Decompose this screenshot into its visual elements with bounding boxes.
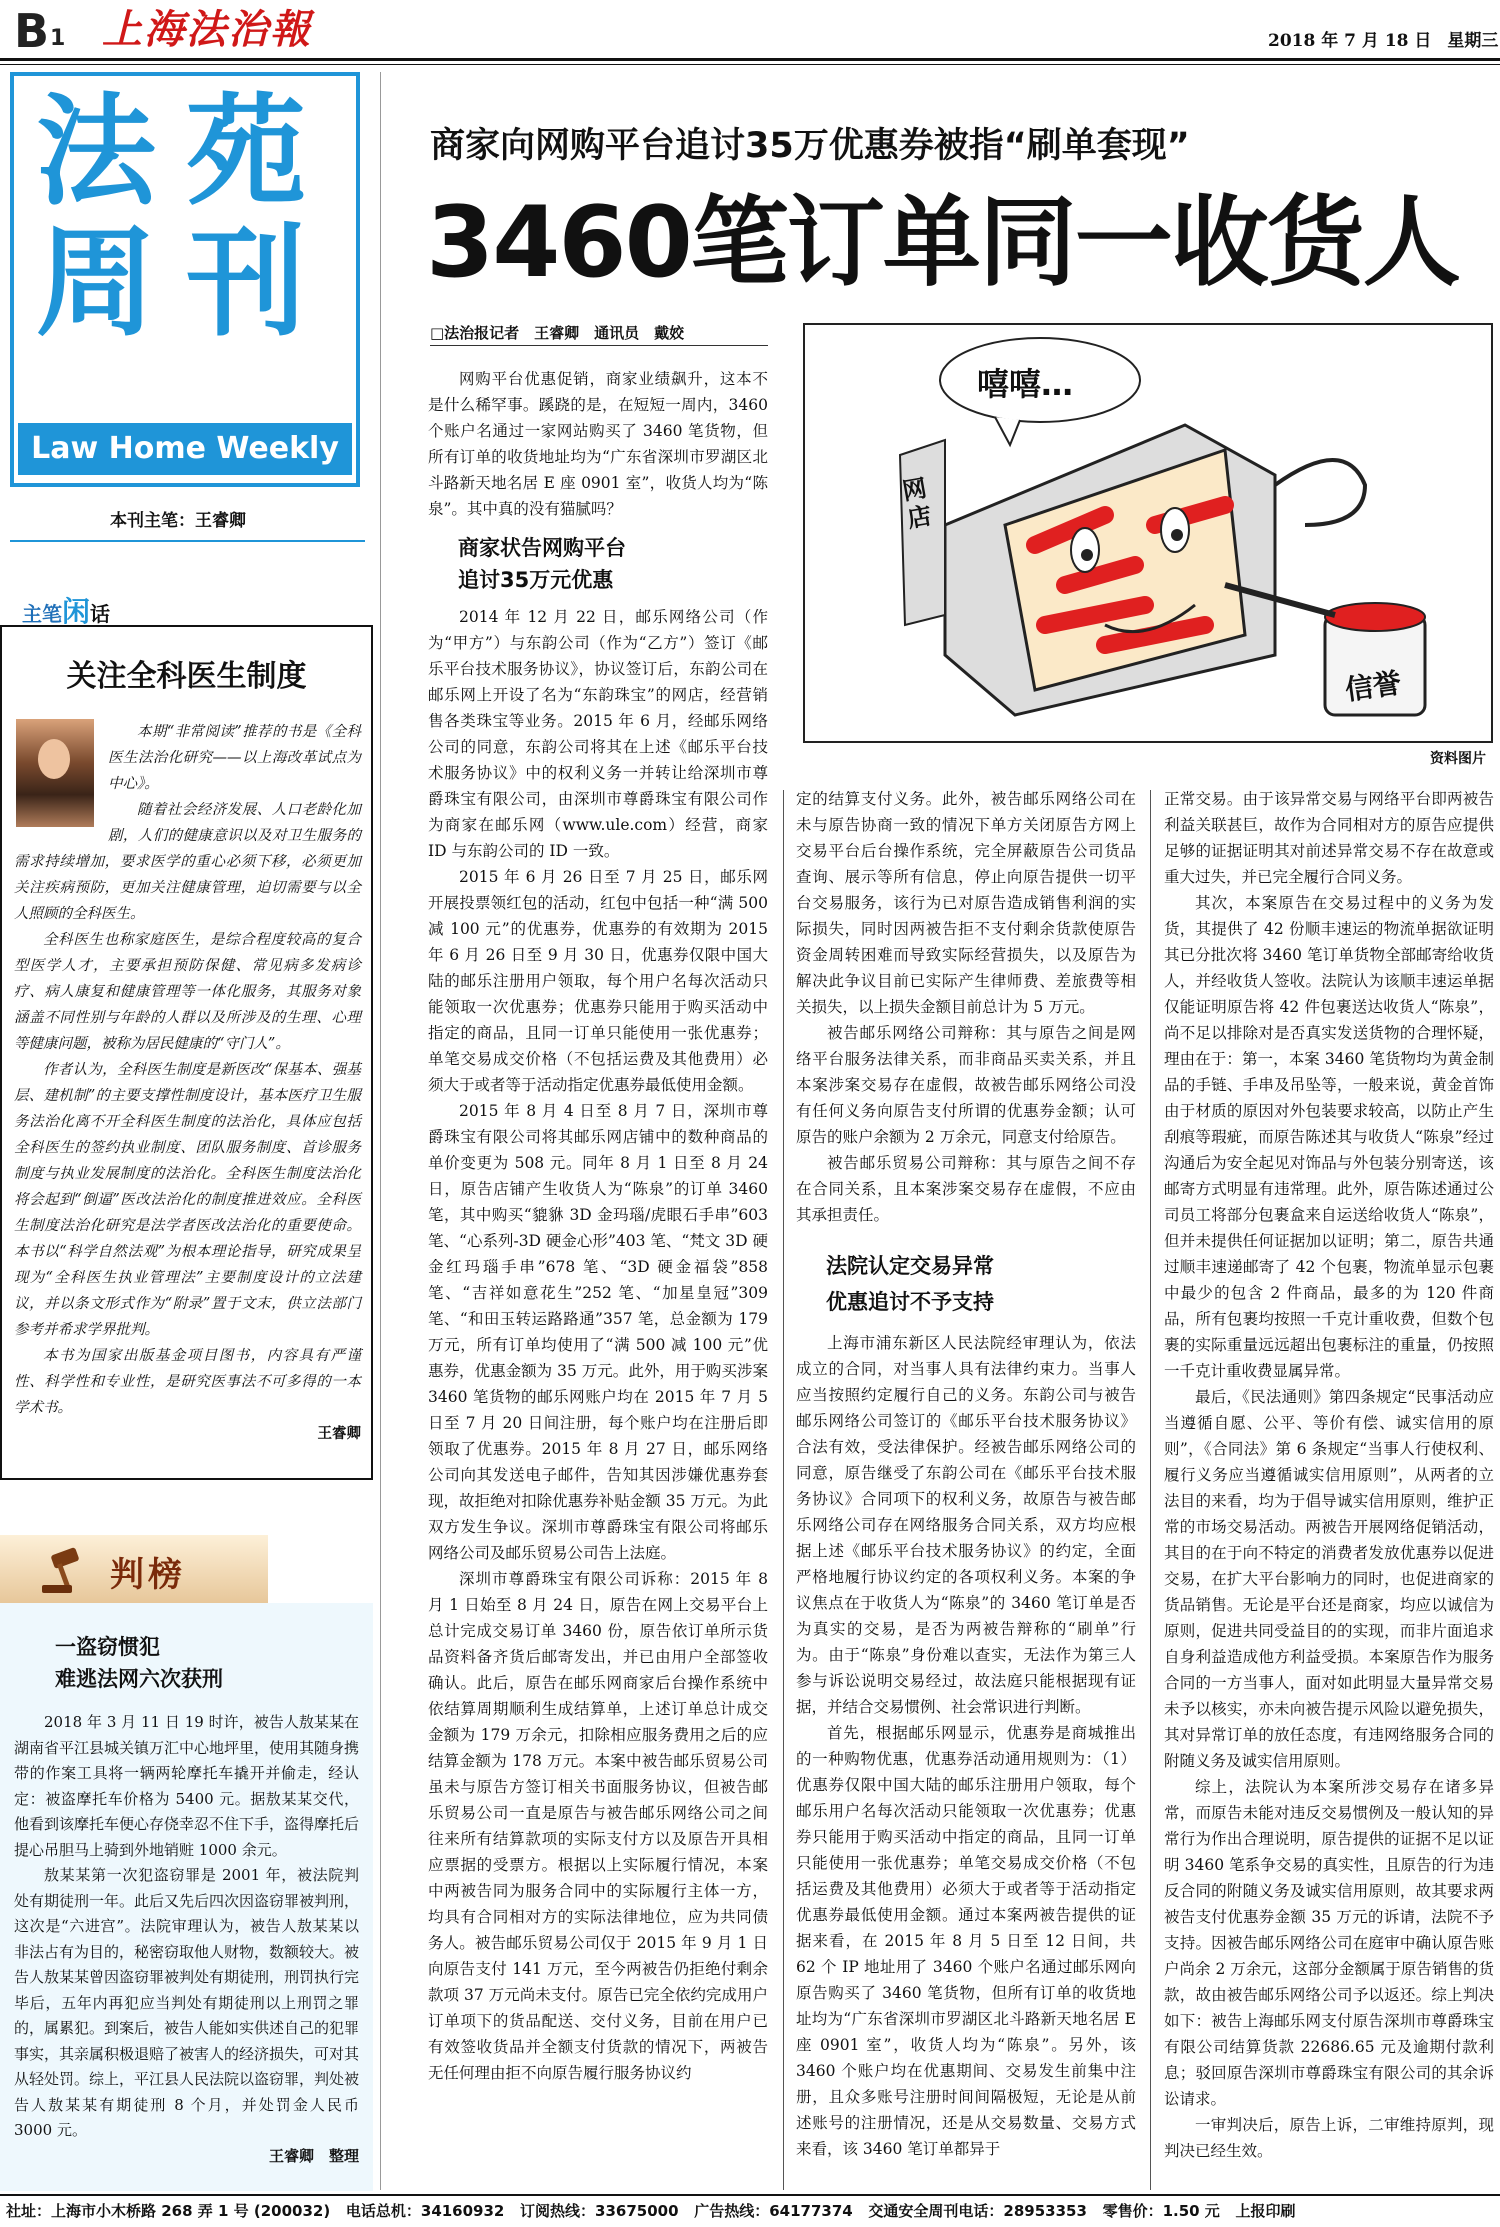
footer-ads: 广告热线：64177374 [694, 2202, 853, 2220]
footer-printer: 上报印刷 [1235, 2202, 1296, 2220]
verdict-label: 判榜 [110, 1555, 186, 1595]
footer-phone: 电话总机：34160932 [345, 2202, 505, 2220]
article-column-1 [428, 366, 768, 2086]
subhead-2-line1: 法院认定交易异常 [826, 1254, 994, 1278]
article-kicker: 商家向网购平台追讨35万优惠券被指“刷单套现” [430, 126, 1190, 166]
footer-subscribe: 订阅热线：33675000 [520, 2202, 679, 2220]
masthead-rule [0, 58, 1500, 61]
article-paragraph: 定的结算支付义务。此外，被告邮乐网络公司在未与原告协商一致的情况下单方关闭原告方网上交易平台后台操作系统，完全屏蔽原告公司货品查询、展示等所有信息，停止向原告提供一切平台交易服务，该行为已对原告造成销售利润的实际损失，同时因两被告拒不支付剩余货款使原告资金周转困难而导致实际经营损失，以及原告为解决此争议目前已实际产生律师费、差旅费等相关损失，以上损失金额目前总计为 5 万元。 [796, 790, 1136, 1016]
verdict-banner [0, 1535, 268, 1603]
section-editor: 本刊主笔：王睿卿 [110, 511, 246, 531]
column-paragraph: 作者认为，全科医生制度是新医改“保基本、强基层、建机制”的主要支撑性制度设计，基本医疗卫生服务法治化离不开全科医生制度的法治化，具体应包括全科医生的签约执业制度、团队服务制度、首诊服务制度与执业发展制度的法治化。全科医生制度法治化将会起到“倒逼”医改法治化的制度推进效应。全科医生制度法治化研究是法学者医改法治化的重要使命。本书以“科学自然法观”为根本理论指导，研究成果呈现为“全科医生执业管理法”主要制度设计的立法建议，并以条文形式作为“附录”置于文末，供立法部门参考并希求学界批判。 [14, 1062, 361, 1338]
column-title: 关注全科医生制度 [66, 659, 307, 694]
article-paragraph: 上海市浦东新区人民法院经审理认为，依法成立的合同，对当事人具有法律约束力。当事人应当按照约定履行自己的义务。东韵公司与被告邮乐网络公司签订的《邮乐平台技术服务协议》合法有效，受法律保护。经被告邮乐网络公司的同意，原告继受了东韵公司在《邮乐平台技术服务协议》合同项下的权利义务，故原告与被告邮乐网络公司存在网络服务合同关系，双方均应根据上述《邮乐平台技术服务协议》的约定，全面严格地履行协议约定的各项权利义务。本案的争议焦点在于收货人为“陈泉”的 3460 笔订单是否为真实的交易，是否为两被告辩称的“刷单”行为。由于“陈泉”身份难以查实，无法作为第三人参与诉讼说明交易经过，故法庭只能根据现有证据，并结合交易惯例、社会常识进行判断。 [796, 1334, 1136, 1716]
cartoon-sign-credit: 信誉 [1343, 666, 1404, 707]
section-title-line1: 法苑 [36, 83, 336, 222]
column-label [22, 590, 110, 630]
cartoon-sign-shop: 网店 [900, 473, 934, 534]
byline: □法治报记者 王睿卿 通讯员 戴姣 [430, 324, 685, 342]
editor-rule [10, 540, 365, 542]
column-label-post: 话 [90, 602, 111, 626]
paper-logo: 上海法治報 [102, 6, 312, 53]
column-label-mid: 闲 [62, 595, 91, 628]
verdict-headline-2: 难逃法网六次获刑 [55, 1667, 223, 1691]
article-paragraph: 2014 年 12 月 22 日，邮乐网络公司（作为“甲方”）与东韵公司（作为“乙方”）签订《邮乐平台技术服务协议》，协议签订后，东韵公司在邮乐网上开设了名为“东韵珠宝”的网店，经营销售各类珠宝等业务。2015 年 6 月，经邮乐网络公司的同意，东韵公司将其在上述《邮乐平台技术服务协议》中的权利义务一并转让给深圳市尊爵珠宝有限公司，由深圳市尊爵珠宝有限公司作为商家在邮乐网（www.ule.com）经营，商家 ID 与东韵公司的 ID 一致。 [428, 608, 768, 860]
article-paragraph: 最后，《民法通则》第四条规定“民事活动应当遵循自愿、公平、等价有偿、诚实信用的原则”，《合同法》第 6 条规定“当事人行使权利、履行义务应当遵循诚实信用原则”，从两者的立法目的来看，均为于倡导诚实信用原则，维护正常的市场交易活动。两被告开展网络促销活动，其目的在于向不特定的消费者发放优惠券以促进交易，在扩大平台影响力的同时，也促进商家的货品销售。无论是平台还是商家，均应以诚信为原则，促进共同受益目的的实现，而非片面追求自身利益造成他方利益受损。本案原告作为服务合同的一方当事人，面对如此明显大量异常交易未予以核实，亦未向被告提示风险以避免损失，其对异常订单的放任态度，有违网络服务合同的附随义务及诚实信用原则。 [1164, 1388, 1494, 1770]
cartoon-image [803, 323, 1493, 743]
masthead-rule-thin [0, 64, 1500, 65]
photo-float [14, 719, 108, 831]
article-paragraph: 首先，根据邮乐网显示，优惠券是商城推出的一种购物优惠，优惠券活动通用规则为：（1）优惠券仅限中国大陆的邮乐注册用户领取，每个邮乐用户名每次活动只能领取一次优惠券；优惠券只能用于购买活动中指定的商品，且同一订单只能使用一张优惠券；单笔交易成交价格（不包括运费及其他费用）必须大于或者等于活动指定优惠券最低使用金额。通过本案两被告提供的证据来看，在 2015 年 8 月 5 日至 12 日间，共 62 个 IP 地址用了 3460 个账户名通过邮乐网向原告购买了 3460 笔货物，但所有订单的收货地址均为“广东省深圳市罗湖区北斗路新天地名居 E 座 0901 室”，收货人均为“陈泉”。另外，该 3460 个账户均在优惠期间、交易发生前集中注册，且众多账号注册时间间隔极短，无论是从前述账号的注册情况，还是从交易数量、交易方式来看，该 3460 笔订单都异于 [796, 1724, 1136, 2158]
subhead-1-line2: 追讨35万元优惠 [458, 568, 614, 592]
section-nameplate [10, 72, 360, 487]
left-divider [380, 72, 381, 2190]
footer-price: 零售价：1.50 元 [1102, 2202, 1220, 2220]
article-paragraph: 深圳市尊爵珠宝有限公司诉称：2015 年 8 月 1 日始至 8 月 24 日，原告在网上交易平台上总计完成交易订单 3460 份，原告依订单所示货品资料备齐货后邮寄发出，并已由用户全部签收确认。此后，原告在邮乐网商家后台操作系统中依结算周期顺利生成结算单，上述订单总计成交金额为 179 万余元，扣除相应服务费用之后的应结算金额为 178 万元。本案中被告邮乐贸易公司虽未与原告方签订相关书面服务协议，但被告邮乐贸易公司一直是原告与被告邮乐网络公司之间往来所有结算款项的实际支付方以及原告开具相应票据的受票方。根据以上实际履行情况，本案中两被告同为服务合同中的实际履行主体一方，均具有合同相对方的实际法律地位，应为共同债务人。被告邮乐贸易公司仅于 2015 年 9 月 1 日向原告支付 141 万元，至今两被告仍拒绝付剩余款项 37 万元尚未支付。原告已完全依约完成用户订单项下的货品配送、交付义务，目前在用户已有效签收货品并全额支付货款的情况下，两被告无任何理由拒不向原告履行服务协议约 [428, 1570, 768, 2082]
footer-traffic: 交通安全周刊电话：28953353 [868, 2202, 1087, 2220]
article-paragraph: 综上，法院认为本案所涉交易存在诸多异常，而原告未能对违反交易惯例及一般认知的异常行为作出合理说明，原告提供的证据不足以证明 3460 笔系争交易的真实性，且原告的行为违反合同的附随义务及诚实信用原则，故其要求两被告支付优惠券金额 35 万元的诉请，法院不予支持。因被告邮乐网络公司在庭审中确认原告账户尚余 2 万余元，这部分金额属于原告销售的货款，故由被告邮乐网络公司予以返还。综上判决如下：被告上海邮乐网支付原告深圳市尊爵珠宝有限公司结算货款 22686.65 元及逾期付款利息；驳回原告深圳市尊爵珠宝有限公司的其余诉讼请求。 [1164, 1778, 1494, 2108]
article-paragraph: 正常交易。由于该异常交易与网络平台即两被告利益关联甚巨，故作为合同相对方的原告应提供足够的证据证明其对前述异常交易不存在故意或重大过失，并已完全履行合同义务。 [1164, 790, 1494, 886]
article-paragraph: 被告邮乐贸易公司辩称：其与原告之间不存在合同关系，且本案涉案交易存在虚假，不应由其承担责任。 [796, 1154, 1136, 1224]
footer-address: 社址：上海市小木桥路 268 弄 1 号 (200032) [6, 2202, 331, 2220]
footer [0, 2194, 1500, 2227]
article-paragraph: 被告邮乐网络公司辩称：其与原告之间是网络平台服务法律关系，而非商品买卖关系，并且本案涉案交易存在虚假，故被告邮乐网络公司没有任何义务向原告支付所谓的优惠券金额；认可原告的账户余额为 2 万余元，同意支付给原告。 [796, 1024, 1136, 1146]
column-label-pre: 主笔 [22, 602, 62, 626]
page-number: 1 [50, 26, 66, 51]
lead-paragraph: 网购平台优惠促销，商家业绩飙升，这本不是什么稀罕事。蹊跷的是，在短短一周内，3460 个账户名通过一家网站购买了 3460 笔货物，但所有订单的收货地址均为“广东省深圳市罗湖区北斗路新天地名居 E 座 0901 室”，收货人均为“陈泉”。其中真的没有猫腻吗？ [428, 370, 768, 518]
column-panel [0, 625, 373, 1480]
image-caption: 资料图片 [1430, 751, 1486, 767]
article-column-2 [796, 786, 1136, 2162]
column-paragraph: 全科医生也称家庭医生，是综合程度较高的复合型医学人才，主要承担预防保健、常见病多发病诊疗、病人康复和健康管理等一体化服务，其服务对象涵盖不同性别与年龄的人群以及所涉及的生理、心理等健康问题，被称为居民健康的“守门人”。 [14, 932, 361, 1052]
date: 2018 年 7 月 18 日 [1268, 31, 1432, 51]
verdict-paragraph: 2018 年 3 月 11 日 19 时许，被告人敖某某在湖南省平江县城关镇万汇中心地坪里，使用其随身携带的作案工具将一辆两轮摩托车撬开并偷走，经认定：被盗摩托车价格为 5400 元。据敖某某交代，他看到该摩托车便心存侥幸忍不住下手，盗得摩托后提心吊胆马上骑到外地销赃 1000 余元。 [14, 1713, 360, 1859]
section-title-line2: 周刊 [36, 214, 336, 353]
column-body [14, 719, 361, 1447]
column-signature: 王睿卿 [317, 1425, 361, 1442]
article-paragraph: 2015 年 6 月 26 日至 7 月 25 日，邮乐网开展投票领红包的活动，红包中包括一种“满 500 减 100 元”的优惠券，优惠券的有效期为 2015 年 6 月 26 日至 9 月 30 日，优惠券仅限中国大陆的邮乐注册用户领取，每个用户名每次活动只能领取一次优惠券；优惠券只能用于购买活动中指定的商品，且同一订单只能使用一张优惠券；单笔交易成交价格（不包括运费及其他费用）必须大于或者等于活动指定优惠券最低使用金额。 [428, 868, 768, 1094]
article-paragraph: 一审判决后，原告上诉，二审维持原判，现判决已经生效。 [1164, 2116, 1494, 2160]
gavel-icon [40, 1545, 100, 1595]
column-paragraph: 随着社会经济发展、人口老龄化加剧，人们的健康意识以及对卫生服务的需求持续增加，要求医学的重心必须下移，必须更加关注疾病预防，更加关注健康管理，迫切需要与以全人照顾的全科医生。 [14, 802, 361, 922]
column-paragraph: 本书为国家出版基金项目图书，内容具有严谨性、科学性和专业性，是研究医事法不可多得的一本学术书。 [14, 1348, 361, 1416]
cartoon-speech: 嘻嘻… [977, 365, 1074, 403]
page-letter: B [14, 4, 50, 58]
verdict-paragraph: 敖某某第一次犯盗窃罪是 2001 年，被法院判处有期徒刑一年。此后又先后四次因盗窃罪被判刑，这次是“六进宫”。法院审理认为，被告人敖某某以非法占有为目的，秘密窃取他人财物，数额较大。被告人敖某某曾因盗窃罪被判处有期徒刑，刑罚执行完毕后，五年内再犯应当判处有期徒刑以上刑罚之罪的，属累犯。到案后，被告人能如实供述自己的犯罪事实，其亲属积极退赔了被害人的经济损失，可对其从轻处罚。综上，平江县人民法院以盗窃罪，判处被告人敖某某有期徒刑 8 个月，并处罚金人民币 3000 元。 [14, 1866, 360, 2139]
article-column-3 [1164, 786, 1494, 2164]
issue-date [1268, 26, 1498, 51]
byline-rule [430, 345, 768, 346]
column-rule-2 [1150, 790, 1151, 2190]
column-paragraph: 本期“非常阅读”推荐的书是《全科医生法治化研究——以上海改革试点为中心》。 [108, 724, 361, 792]
verdict-headline-1: 一盗窃惯犯 [55, 1635, 160, 1659]
verdict-signature: 王睿卿 整理 [268, 2146, 359, 2165]
verdict-body [14, 1710, 359, 2169]
weekday: 星期三 [1447, 31, 1499, 51]
subhead-1-line1: 商家状告网购平台 [458, 536, 626, 560]
verdict-box [0, 1603, 373, 2191]
section-title-en: Law Home Weekly [18, 423, 352, 475]
article-headline: 3460笔订单同一收货人 [426, 186, 1459, 300]
subhead-2-line2: 优惠追讨不予支持 [826, 1290, 994, 1314]
article-paragraph: 其次，本案原告在交易过程中的义务为发货，其提供了 42 份顺丰速运的物流单据欲证明其已分批次将 3460 笔订单货物全部邮寄给收货人，并经收货人签收。法院认为该顺丰速运单据仅能证明原告将 42 件包裹送达收货人“陈泉”，尚不足以排除对是否真实发送货物的合理怀疑，理由在于：第一，本案 3460 笔货物均为黄金制品的手链、手串及吊坠等，一般来说，黄金首饰由于材质的原因对外包装要求较高，以防止产生刮痕等瑕疵，而原告陈述其与收货人“陈泉”经过沟通后为安全起见对饰品与外包装分别寄送，该邮寄方式明显有违常理。此外，原告陈述通过公司员工将部分包裹盒来自运送给收货人“陈泉”，但并未提供任何证据加以证明；第二，原告共通过顺丰速递邮寄了 42 个包裹，物流单显示包裹中最少的包含 2 件商品，最多的为 120 件商品，所有包裹均按照一千克计重收费，但数个包裹的实际重量远远超出包裹标注的重量，仍按照一千克计重收费显属异常。 [1164, 894, 1494, 1380]
column-rule-1 [783, 790, 784, 2190]
article-paragraph: 2015 年 8 月 4 日至 8 月 7 日，深圳市尊爵珠宝有限公司将其邮乐网店铺中的数种商品的单价变更为 508 元。同年 8 月 1 日至 8 月 24 日，原告店铺产生收货人为“陈泉”的订单 3460 笔，其中购买“貔貅 3D 金玛瑙/虎眼石手串”603 笔、“心系列-3D 硬金心形”403 笔、“梵文 3D 硬金红玛瑙手串”678 笔、“3D 硬金福袋”858 笔、“吉祥如意花生”252 笔、“加星皇冠”309 笔、“和田玉转运路路通”357 笔，总金额为 179 万元，所有订单均使用了“满 500 减 100 元”优惠券，优惠金额为 35 万元。此外，用于购买涉案 3460 笔货物的邮乐网账户均在 2015 年 7 月 5 日至 7 月 20 日间注册，每个账户均在注册后即领取了优惠券。2015 年 8 月 27 日，邮乐网络公司向其发送电子邮件，告知其因涉嫌优惠券套现，故拒绝对扣除优惠券补贴金额 35 万元。为此双方发生争议。深圳市尊爵珠宝有限公司将邮乐网络公司及邮乐贸易公司告上法庭。 [428, 1102, 768, 1562]
